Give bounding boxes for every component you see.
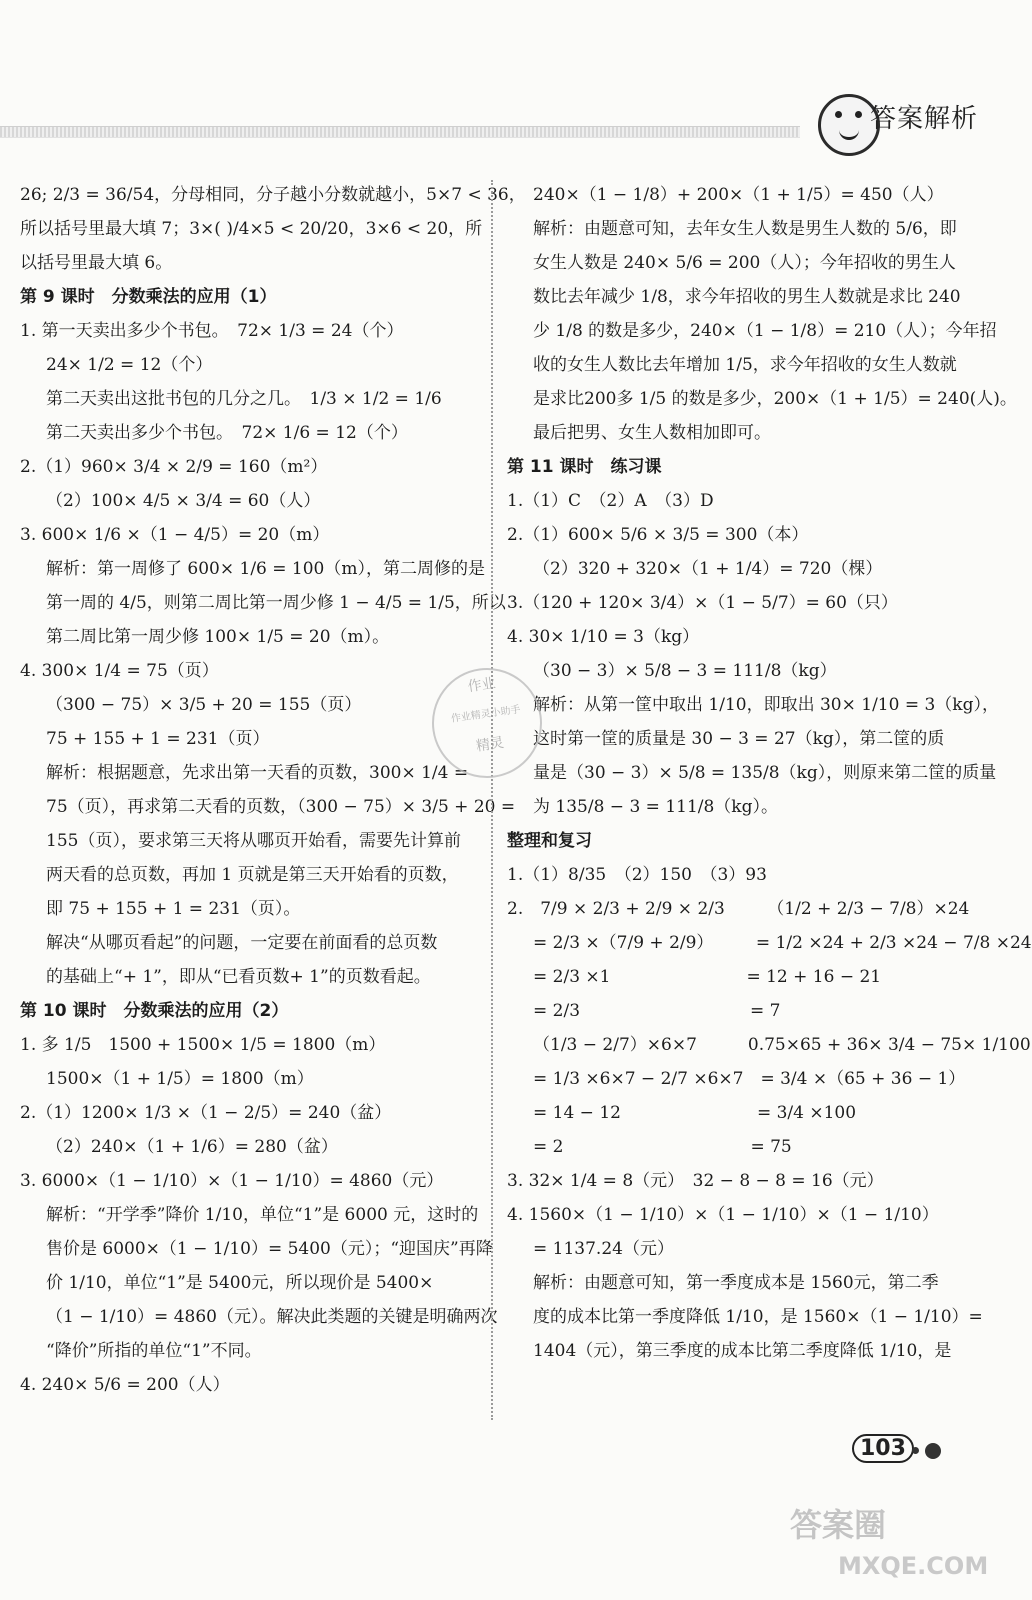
answer-line: 数比去年减少 1/8，求今年招收的男生人数就是求比 240 (533, 287, 961, 307)
answer-line: 第二天卖出多少个书包。 72× 1/6 = 12（个） (46, 423, 408, 443)
answer-line: （2）100× 4/5 × 3/4 = 60（人） (46, 491, 321, 511)
section-heading: 第 10 课时 分数乘法的应用（2） (20, 1001, 289, 1021)
answer-line: 1.（1）C （2）A （3）D (507, 491, 714, 511)
answer-line: 4. 1560×（1 − 1/10）×（1 − 1/10）×（1 − 1/10） (507, 1205, 939, 1225)
answer-line: 4. 30× 1/10 = 3（kg） (507, 627, 700, 647)
answer-line: 价 1/10，单位“1”是 5400元，所以现价是 5400× (46, 1273, 434, 1293)
answer-line: = 1/3 ×6×7 − 2/7 ×6×7 = 3/4 ×（65 + 36 − 1） (533, 1069, 966, 1089)
analysis-line: 解析：从第一筐中取出 1/10，即取出 30× 1/10 = 3（kg）， (533, 695, 999, 715)
answer-line: 3.（120 + 120× 3/4）×（1 − 5/7）= 60（只） (507, 593, 898, 613)
corner-watermark: 答案圈 (790, 1506, 887, 1544)
answer-line: 24× 1/2 = 12（个） (46, 355, 213, 375)
answer-line: 75（页），再求第二天看的页数，（300 − 75）× 3/5 + 20 = (46, 797, 516, 817)
answer-line: （300 − 75）× 3/5 + 20 = 155（页） (46, 695, 362, 715)
answer-line: 第二天卖出这批书包的几分之几。 1/3 × 1/2 = 1/6 (46, 389, 442, 409)
answer-line: 收的女生人数比去年增加 1/5，求今年招收的女生人数就 (533, 355, 957, 375)
answer-line: 4. 240× 5/6 = 200（人） (20, 1375, 230, 1395)
answer-line: 1500×（1 + 1/5）= 1800（m） (46, 1069, 314, 1089)
answer-line: 75 + 155 + 1 = 231（页） (46, 729, 270, 749)
answer-line: = 2/3 = 7 (533, 1001, 781, 1021)
answer-line: 度的成本比第一季度降低 1/10，是 1560×（1 − 1/10）= (533, 1307, 983, 1327)
answer-line: 以括号里最大填 6。 (20, 253, 173, 273)
watermark-stamp: 作业 作业精灵小助手 精灵 (425, 661, 549, 785)
answer-line: （2）240×（1 + 1/6）= 280（盆） (46, 1137, 338, 1157)
analysis-line: 解析：根据题意，先求出第一天看的页数，300× 1/4 = (46, 763, 469, 783)
answer-line: 解决“从哪页看起”的问题，一定要在前面看的总页数 (46, 933, 438, 953)
analysis-line: 解析：“开学季”降价 1/10，单位“1”是 6000 元，这时的 (46, 1205, 479, 1225)
answer-line: = 2 = 75 (533, 1137, 792, 1157)
answer-line: = 2/3 ×（7/9 + 2/9） = 1/2 ×24 + 2/3 ×24 − 7/8 ×24 (533, 933, 1032, 953)
analysis-line: 解析：由题意可知，去年女生人数是男生人数的 5/6，即 (533, 219, 957, 239)
answer-line: 售价是 6000×（1 − 1/10）= 5400（元）；“迎国庆”再降 (46, 1239, 493, 1259)
answer-line: 的基础上“+ 1”，即从“已看页数+ 1”的页数看起。 (46, 967, 431, 987)
answer-line: （2）320 + 320×（1 + 1/4）= 720（棵） (533, 559, 883, 579)
analysis-line: 解析：第一周修了 600× 1/6 = 100（m），第二周修的是 (46, 559, 485, 579)
section-heading: 第 11 课时 练习课 (507, 457, 662, 477)
answer-line: 4. 300× 1/4 = 75（页） (20, 661, 219, 681)
answer-line: 第二周比第一周少修 100× 1/5 = 20（m）。 (46, 627, 390, 647)
answer-line: 第一周的 4/5，则第二周比第一周少修 1 − 4/5 = 1/5，所以 (46, 593, 506, 613)
answer-line: 为 135/8 − 3 = 111/8（kg）。 (533, 797, 778, 817)
page-dots-icon (912, 1440, 947, 1459)
answer-line: 26; 2/3 = 36/54，分母相同，分子越小分数就越小，5×7 < 36， (20, 185, 526, 205)
answer-line: 2.（1）1200× 1/3 ×（1 − 2/5）= 240（盆） (20, 1103, 392, 1123)
answer-line: 1.（1）8/35 （2）150 （3）93 (507, 865, 767, 885)
answer-line: “降价”所指的单位“1”不同。 (46, 1341, 262, 1361)
answer-line: 240×（1 − 1/8）+ 200×（1 + 1/5）= 450（人） (533, 185, 944, 205)
answer-line: 这时第一筐的质量是 30 − 3 = 27（kg），第二筐的质 (533, 729, 945, 749)
answer-line: 量是（30 − 3）× 5/8 = 135/8（kg），则原来第二筐的质量 (533, 763, 997, 783)
answer-line: 3. 6000×（1 − 1/10）×（1 − 1/10）= 4860（元） (20, 1171, 444, 1191)
answer-line: 1. 第一天卖出多少个书包。 72× 1/3 = 24（个） (20, 321, 404, 341)
answer-line: = 14 − 12 = 3/4 ×100 (533, 1103, 857, 1123)
header-band (0, 126, 800, 138)
answer-line: 女生人数是 240× 5/6 = 200（人）；今年招收的男生人 (533, 253, 956, 273)
answer-line: 是求比200多 1/5 的数是多少，200×（1 + 1/5）= 240(人)。 (533, 389, 1017, 409)
column-divider (491, 180, 493, 1420)
section-heading: 整理和复习 (507, 831, 592, 851)
answer-line: 少 1/8 的数是多少，240×（1 − 1/8）= 210（人）；今年招 (533, 321, 997, 341)
answer-line: = 1137.24（元） (533, 1239, 674, 1259)
answer-line: 2.（1）600× 5/6 × 3/5 = 300（本） (507, 525, 809, 545)
header-title: 答案解析 (870, 104, 979, 134)
right-column (507, 178, 1032, 1368)
answer-line: = 2/3 ×1 = 12 + 16 − 21 (533, 967, 882, 987)
answer-line: 最后把男、女生人数相加即可。 (533, 423, 771, 443)
answer-line: （1/3 − 2/7）×6×7 0.75×65 + 36× 3/4 − 75× 1/100 (533, 1035, 1031, 1055)
section-heading: 第 9 课时 分数乘法的应用（1） (20, 287, 277, 307)
answer-line: 两天看的总页数，再加 1 页就是第三天开始看的页数， (46, 865, 459, 885)
answer-line: 155（页），要求第三天将从哪页开始看，需要先计算前 (46, 831, 461, 851)
answer-line: 2.（1）960× 3/4 × 2/9 = 160（m²） (20, 457, 328, 477)
answer-line: 1404（元），第三季度的成本比第二季度降低 1/10，是 (533, 1341, 952, 1361)
answer-line: 2. 7/9 × 2/3 + 2/9 × 2/3 （1/2 + 2/3 − 7/8）×24 (507, 899, 970, 919)
answer-line: 即 75 + 155 + 1 = 231（页）。 (46, 899, 301, 919)
answer-line: （1 − 1/10）= 4860（元）。解决此类题的关键是明确两次 (46, 1307, 498, 1327)
answer-line: 所以括号里最大填 7；3×( )/4×5 < 20/20，3×6 < 20，所 (20, 219, 483, 239)
answer-line: 3. 32× 1/4 = 8（元） 32 − 8 − 8 = 16（元） (507, 1171, 884, 1191)
corner-watermark-url: MXQE.COM (838, 1552, 989, 1580)
page-number: 103 (852, 1434, 914, 1463)
analysis-line: 解析：由题意可知，第一季度成本是 1560元，第二季 (533, 1273, 939, 1293)
answer-line: 3. 600× 1/6 ×（1 − 4/5）= 20（m） (20, 525, 330, 545)
answer-line: （30 − 3）× 5/8 − 3 = 111/8（kg） (533, 661, 837, 681)
answer-line: 1. 多 1/5 1500 + 1500× 1/5 = 1800（m） (20, 1035, 386, 1055)
